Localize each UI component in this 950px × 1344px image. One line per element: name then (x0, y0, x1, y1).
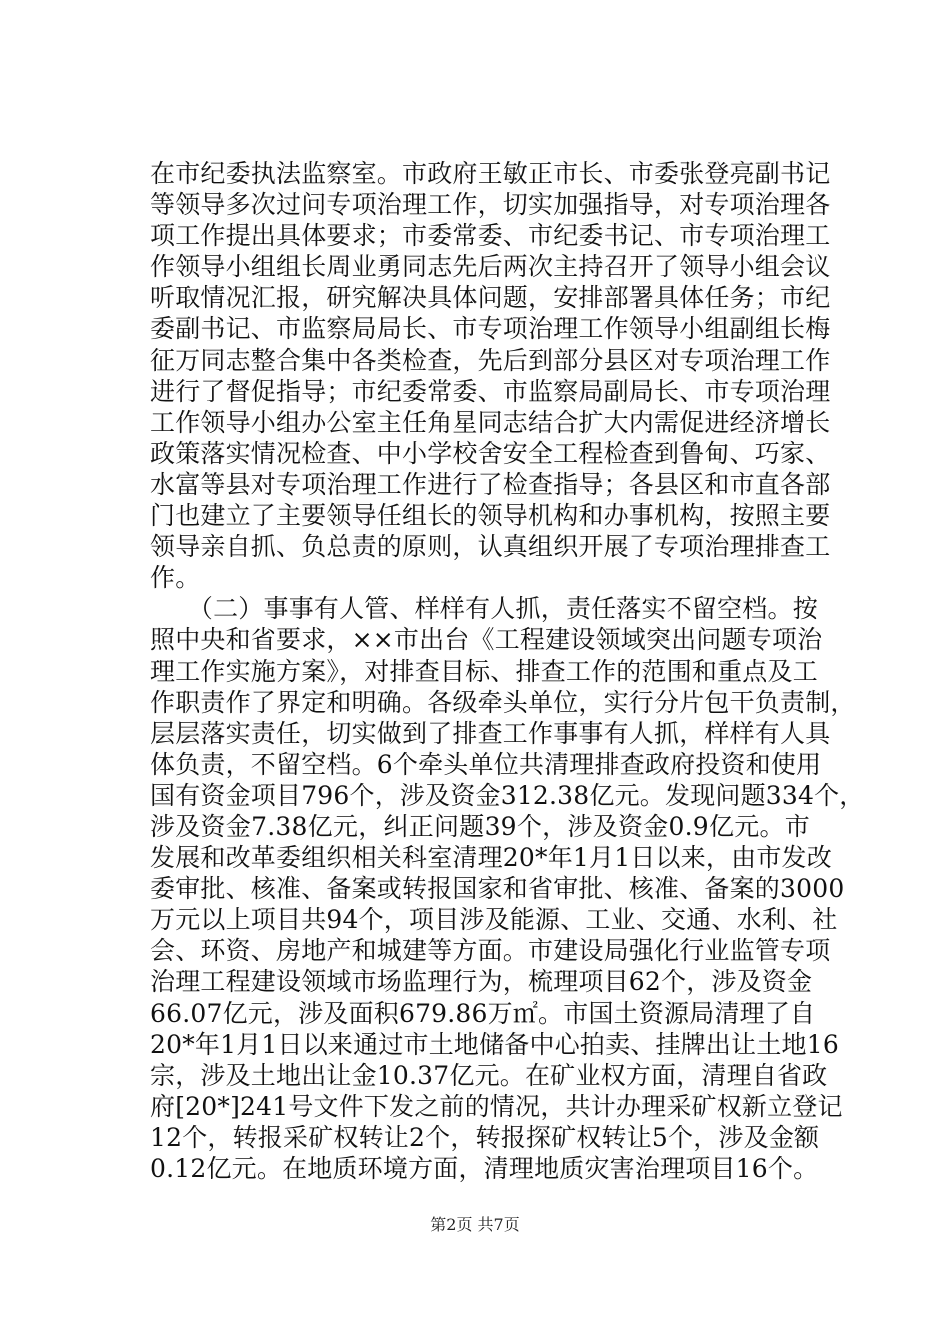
body-line: 工作领导小组办公室主任角星同志结合扩大内需促进经济增长 (150, 407, 831, 437)
body-line: 20*年1月1日以来通过市土地储备中心拍卖、挂牌出让土地16 (150, 1029, 839, 1059)
body-line: 发展和改革委组织相关科室清理20*年1月1日以来，由市发改 (150, 843, 832, 873)
body-line: 项工作提出具体要求；市委常委、市纪委书记、市专项治理工 (150, 221, 831, 251)
body-line: 万元以上项目共94个，项目涉及能源、工业、交通、水利、社 (150, 905, 838, 935)
body-line: 征万同志整合集中各类检查，先后到部分县区对专项治理工作 (150, 345, 831, 375)
body-line: 等领导多次过问专项治理工作，切实加强指导，对专项治理各 (150, 190, 831, 220)
body-line: 体负责，不留空档。6个牵头单位共清理排查政府投资和使用 (150, 749, 822, 779)
document-body (150, 158, 865, 1184)
page-footer (0, 1215, 950, 1235)
body-line: 宗，涉及土地出让金10.37亿元。在矿业权方面，清理自省政 (150, 1060, 828, 1090)
page-number-label: 第2页 共7页 (430, 1215, 520, 1234)
body-line: 涉及资金7.38亿元，纠正问题39个，涉及资金0.9亿元。市 (150, 811, 810, 841)
body-line: 委审批、核准、备案或转报国家和省审批、核准、备案的3000 (150, 874, 845, 904)
body-line: 作职责作了界定和明确。各级牵头单位，实行分片包干负责制， (150, 687, 856, 717)
body-line: 门也建立了主要领导任组长的领导机构和办事机构，按照主要 (150, 501, 831, 531)
body-line: 会、环资、房地产和城建等方面。市建设局强化行业监管专项 (150, 936, 831, 966)
body-line: 理工作实施方案》，对排查目标、排查工作的范围和重点及工 (150, 656, 818, 686)
body-line: 国有资金项目796个，涉及资金312.38亿元。发现问题334个， (150, 780, 865, 810)
body-line: 委副书记、市监察局局长、市专项治理工作领导小组副组长梅 (150, 314, 831, 344)
body-line: 在市纪委执法监察室。市政府王敏正市长、市委张登亮副书记 (150, 159, 831, 188)
body-line: 作领导小组组长周业勇同志先后两次主持召开了领导小组会议 (150, 252, 831, 282)
body-line: 水富等县对专项治理工作进行了检查指导；各县区和市直各部 (150, 469, 831, 499)
body-line: 进行了督促指导；市纪委常委、市监察局副局长、市专项治理 (150, 376, 831, 406)
body-line: 0.12亿元。在地质环境方面，清理地质灾害治理项目16个。 (150, 1154, 819, 1183)
body-line: （二）事事有人管、样样有人抓，责任落实不留空档。按 (150, 594, 818, 624)
body-line: 66.07亿元，涉及面积679.86万㎡。市国土资源局清理了自 (150, 998, 816, 1028)
body-line: 治理工程建设领域市场监理行为，梳理项目62个，涉及资金 (150, 967, 813, 997)
body-line: 层层落实责任，切实做到了排查工作事事有人抓，样样有人具 (150, 718, 831, 748)
body-line: 政策落实情况检查、中小学校舍安全工程检查到鲁甸、巧家、 (150, 438, 831, 468)
body-line: 12个，转报采矿权转让2个，转报探矿权转让5个，涉及金额 (150, 1122, 820, 1152)
body-line: 作。 (150, 563, 201, 593)
body-line: 照中央和省要求，××市出台《工程建设领域突出问题专项治 (150, 625, 823, 655)
body-line: 听取情况汇报，研究解决具体问题，安排部署具体任务；市纪 (150, 283, 831, 313)
body-line: 府[20*]241号文件下发之前的情况，共计办理采矿权新立登记 (150, 1091, 843, 1121)
body-line: 领导亲自抓、负总责的原则，认真组织开展了专项治理排查工 (150, 532, 831, 562)
